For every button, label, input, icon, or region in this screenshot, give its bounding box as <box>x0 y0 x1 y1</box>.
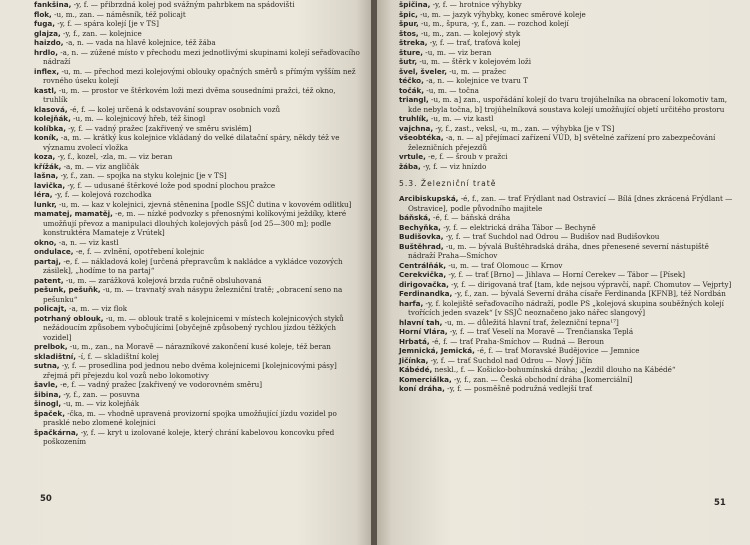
entry-definition: -a, m. — viz angličák <box>61 161 139 171</box>
entry-definition: -u, m. — přechod mezi kolejovými oblouky opačných směrů s přímým vyšším než rovného úseku kolejí <box>43 66 356 85</box>
dictionary-entry <box>34 171 362 181</box>
entry-term: fuga, <box>34 19 55 28</box>
entry-term: Bechyňka, <box>399 222 441 232</box>
entry-definition: -y, f. — elektrická dráha Tábor — Bechyně <box>440 222 596 232</box>
entry-definition: -y, f. — trať [Brno] — Jihlava — Horní Cerekev — Tábor — [Písek] <box>446 270 686 279</box>
entry-term: Arcibiskupská, <box>399 194 459 203</box>
entry-definition: -e, f. — nákladová kolej [určená přepravcům k nakládce a vykládce vozových zásilek], „hodíme to na partaj“ <box>43 256 343 275</box>
right-page <box>377 0 750 545</box>
dictionary-entry <box>34 152 362 162</box>
dictionary-entry <box>34 190 362 200</box>
entry-definition: -y, f. — udusané štěrkové lože pod spodní plochou pražce <box>65 180 276 190</box>
entry-definition: -u, m. — kaz v kolejnici, zjevná stěnenina [podle SSJČ dutina v kovovém odlitku] <box>56 199 352 209</box>
entry-term: truhlík, <box>399 114 429 123</box>
dictionary-entry <box>34 200 362 210</box>
dictionary-entry <box>399 19 737 29</box>
dictionary-entry <box>399 327 737 337</box>
entry-term: točák, <box>399 85 424 95</box>
entry-definition: -u, m. — štěrk v kolejovém loži <box>417 57 531 66</box>
dictionary-entry <box>34 10 362 20</box>
dictionary-entry <box>34 285 362 304</box>
entry-definition: -y, f. kolejiště seřaďovacího nádraží, podle PS „kolejová skupina souběžných kolejí tvořících jeden svazek“ [v SSJČ neoznačeno jako nářec slangový] <box>408 298 724 317</box>
entry-definition: -y, f., zast., veksl, -u, m., zan. — výhybka [je v TS] <box>433 123 615 133</box>
entry-term: Hrbatá, <box>399 336 430 346</box>
dictionary-entry <box>399 337 737 347</box>
entry-term: Cerekvička, <box>399 270 447 279</box>
entry-term: báňská, <box>399 213 431 222</box>
entry-term: Centrálňák, <box>399 260 447 270</box>
entry-definition: -y, f. — trať Suchdol nad Odrou — Nový Jičín <box>428 355 593 365</box>
left-page <box>0 0 371 545</box>
entry-term: dirigovačka, <box>399 279 449 289</box>
entry-definition: -y, f., zan. — bývalá Severní dráha císaře Ferdinanda [KFNB], též Nordbán <box>452 289 726 298</box>
entry-term: koník, <box>34 133 59 142</box>
entry-definition: -u, m., zan. — náměsník, též policajt <box>51 9 186 19</box>
entry-term: švel, šveler, <box>399 66 447 76</box>
dictionary-entry <box>34 133 362 152</box>
entry-definition: -u, m. — pražec <box>446 66 507 76</box>
entry-definition: -u, m., zan. — kolejový styk <box>418 28 521 38</box>
entry-definition: -y, f. — trať Veselí na Moravě — Trenčianska Teplá <box>447 327 634 336</box>
entry-term: patent, <box>34 275 64 285</box>
entry-term: policajt, <box>34 304 67 313</box>
dictionary-entry <box>399 48 737 58</box>
entry-definition: -u, m. — viz kolejňák <box>61 399 140 408</box>
entry-term: žába, <box>399 161 421 171</box>
dictionary-entry <box>34 314 362 343</box>
entry-term: lašna, <box>34 171 59 180</box>
dictionary-entry <box>34 409 362 428</box>
entry-term: šibina, <box>34 389 62 399</box>
dictionary-entry <box>34 209 362 238</box>
entry-definition: -u, m. a] zan., uspořádání kolejí do tvaru trojúhelníka na obracení lokomotiv tam, kde nebyla točna, b] trojúhelníková soustava kolejí umožňující objetí určitého prostoru <box>408 95 728 114</box>
entry-definition: -u, m. — viz kastl <box>428 114 494 123</box>
entry-definition: -u, m. — oblouk tratě s kolejnicemi v místech kolejnicových styků nežádoucím způsobem vybočujícími [obyčejně způsobený rychlou jízdou těžkých vozidel] <box>43 313 344 342</box>
entry-definition: -čka, m. — vhodně upravená provizorní spojka umožňující jízdu vozidel po prasklé nebo zlomené kolejnici <box>43 408 337 427</box>
entry-term: štos, <box>399 28 419 38</box>
entry-term: špur, <box>399 19 419 28</box>
entry-term: pešunk, pešuňk, <box>34 285 101 294</box>
dictionary-entry <box>34 238 362 248</box>
entry-definition: -u, m. — trať Olomouc — Krnov <box>446 260 563 270</box>
entry-definition: -y, f. — posměšně podružná vedlejší trať <box>444 384 593 393</box>
entry-term: koní dráha, <box>399 384 445 393</box>
entry-term: lunkr, <box>34 199 57 209</box>
dictionary-entry <box>34 342 362 352</box>
dictionary-entry <box>34 399 362 409</box>
dictionary-entry <box>399 0 737 10</box>
entry-term: ondulace, <box>34 247 74 256</box>
entry-term: Budišovka, <box>399 232 444 241</box>
right-page-column <box>399 0 737 394</box>
entry-term: kastl, <box>34 85 57 95</box>
entry-term: klasová, <box>34 104 68 114</box>
dictionary-entry <box>399 232 737 242</box>
entry-term: hrdlo, <box>34 47 58 57</box>
dictionary-entry <box>399 114 737 124</box>
dictionary-entry <box>399 152 737 162</box>
page-number: 51 <box>714 498 726 508</box>
entry-term: špic, <box>399 9 418 19</box>
entry-term: vajchna, <box>399 123 434 133</box>
dictionary-entry <box>34 361 362 380</box>
entry-term: hlavní tah, <box>399 317 443 327</box>
dictionary-entry <box>34 19 362 29</box>
entry-definition: -u, m. — viz beran <box>422 47 492 57</box>
entry-definition: -y, f. — trať Suchdol nad Odrou — Budišov nad Budišovkou <box>443 232 660 241</box>
entry-definition: -a, n. — kolejnice ve tvaru T <box>423 76 528 85</box>
dictionary-entry <box>34 380 362 390</box>
dictionary-entry <box>399 133 737 152</box>
entry-definition: -y, f. — přibrzdná kolej pod svážným pahrbkem na spádovišti <box>71 0 295 9</box>
entry-term: koza, <box>34 152 56 161</box>
dictionary-entry <box>399 365 737 375</box>
entry-term: šavle, <box>34 380 58 389</box>
entry-term: lavička, <box>34 180 66 190</box>
entry-term: kolejňák, <box>34 114 71 123</box>
entry-definition: -u, m. — travnatý svah násypu železniční tratě; „obracení seno na pešunku“ <box>43 285 343 304</box>
entry-definition: -é, f., zan. — trať Frýdlant nad Ostravicí — Bílá [dnes zkrácená Frýdlant — Ostravice], podle původního majitele <box>408 194 733 213</box>
entry-definition: -u, m. — jazyk výhybky, konec směrové koleje <box>417 9 586 19</box>
entry-definition: -e, f. — vadný pražec [zakřivený ve vodorovném směru] <box>57 380 263 389</box>
entry-term: Jičínka, <box>399 355 429 365</box>
entry-definition: -y, f., zan. — Česká obchodní dráha [komerciální] <box>451 374 633 384</box>
dictionary-entry <box>399 223 737 233</box>
dictionary-entry <box>34 162 362 172</box>
entry-term: okno, <box>34 237 57 247</box>
entry-term: špičina, <box>399 0 431 9</box>
dictionary-entry <box>34 304 362 314</box>
dictionary-entry <box>399 162 737 172</box>
entry-term: harfa, <box>399 298 424 308</box>
dictionary-entry <box>34 390 362 400</box>
entry-definition: -e, m. — nízké podvozky s přenosnými kolíkovými ježdíky, které umožňují převoz a manipulaci dlouhých kolejových pásů [od 25—300 m]; podle konstruktéra Mamateje z Vrútek] <box>43 209 347 237</box>
dictionary-entry <box>34 247 362 257</box>
entry-definition: -y, f. — viz hnízdo <box>420 161 487 171</box>
entry-term: mamatej, mamatěj, <box>34 209 113 218</box>
section-heading: 5.3. Železniční tratě <box>399 179 497 188</box>
entry-term: inflex, <box>34 66 60 76</box>
dictionary-entry <box>34 29 362 39</box>
entry-term: Horní Vlára, <box>399 327 448 336</box>
entry-term: flok, <box>34 9 52 19</box>
entry-definition: -u, m., špura, -y, f., zan. — rozchod kolejí <box>418 19 569 28</box>
entry-definition: -u, m. — bývalá Buštěhradská dráha, dnes přenesené severní nástupiště nádraží Praha—Smíchov <box>408 241 709 260</box>
entry-definition: -y, f. — kryt u izolované koleje, který chrání kabelovou koncovku před poškozením <box>43 427 335 446</box>
dictionary-entry <box>34 114 362 124</box>
entry-definition: -u, m. — točna <box>424 85 479 95</box>
entry-definition: -é, f. — trať Moravské Budějovice — Jemnice <box>474 346 640 355</box>
entry-term: glajza, <box>34 28 61 38</box>
entry-definition: -y, f. — prosedlina pod jednou nebo dvěma kolejnicemi [kolejnicovými pásy] zřejmá při přejezdu kol vozů nebo lokomotivy <box>43 361 337 380</box>
entry-term: partaj, <box>34 256 62 266</box>
entry-definition: -y, f. — spára kolejí [je v TS] <box>54 19 159 28</box>
dictionary-entry <box>34 38 362 48</box>
entry-term: vrtule, <box>399 152 426 161</box>
entry-definition: -a, m. — krátký kus kolejnice vkládaný do velké dilatační spáry, někdy též ve významu zvolecí vložka <box>43 133 340 152</box>
entry-term: triangl, <box>399 95 429 104</box>
dictionary-entry <box>399 86 737 96</box>
dictionary-entry <box>399 67 737 77</box>
entry-term: křížák, <box>34 161 62 171</box>
dictionary-entry <box>399 57 737 67</box>
entry-definition: -u, m., zan., na Moravě — nárazníkové zakončení kusé koleje, též beran <box>67 342 331 351</box>
entry-term: špačkárna, <box>34 427 79 437</box>
entry-term: všeobtéka, <box>399 133 444 142</box>
entry-term: Komerciálka, <box>399 374 452 384</box>
entry-definition: neskl., f. — Košicko-bohumínská dráha; „Jezdil dlouho na Kábédé“ <box>432 365 676 374</box>
dictionary-entry <box>399 124 737 134</box>
dictionary-entry <box>399 289 737 299</box>
entry-definition: -u, m. — prostor ve štěrkovém loži mezi dvěma sousedními pražci, též okno, truhlík <box>43 85 336 104</box>
entry-term: potrhaný oblouk, <box>34 313 104 323</box>
entry-definition: -y, f. — hrotnice výhybky <box>430 0 522 9</box>
entry-definition: -e, f. — šroub v pražci <box>425 152 508 161</box>
entry-term: sutna, <box>34 361 60 370</box>
dictionary-entry <box>34 86 362 105</box>
entry-definition: -y, f. — trať, traťová kolej <box>427 38 521 47</box>
dictionary-entry <box>34 0 362 10</box>
dictionary-entry <box>34 67 362 86</box>
entry-definition: -u, m. — kolejnicový hřeb, též šinogl <box>70 114 206 123</box>
dictionary-entry <box>399 95 737 114</box>
entry-term: kolíbka, <box>34 123 66 133</box>
dictionary-entry <box>399 356 737 366</box>
dictionary-entry <box>399 261 737 271</box>
dictionary-entry <box>34 124 362 134</box>
dictionary-entry <box>399 280 737 290</box>
dictionary-entry <box>399 194 737 213</box>
entry-definition: -é, f. — báňská dráha <box>430 213 511 222</box>
entry-definition: -u, m. — zarážková kolejová brzda ručně obsluhovaná <box>63 275 262 285</box>
entry-definition: -é, f. — trať Praha-Smíchov — Rudná — Beroun <box>429 336 604 346</box>
entry-definition: -a, m. — viz flok <box>66 304 128 313</box>
entry-definition: -y, f., zan. — kolejnice <box>60 28 142 38</box>
entry-term: léra, <box>34 190 53 199</box>
entry-definition: -y, f., zan. — posuvna <box>61 389 140 399</box>
entry-definition: -y, f. — vadný pražec [zakřivený ve směru svislém] <box>65 123 252 133</box>
entry-term: Buštěhrad, <box>399 241 444 251</box>
dictionary-entry <box>34 352 362 362</box>
dictionary-entry <box>399 384 737 394</box>
entry-definition: -y, f., kozel, -zla, m. — viz beran <box>55 152 173 161</box>
dictionary-entry <box>399 10 737 20</box>
entry-term: šinogl, <box>34 399 62 408</box>
dictionary-entry <box>399 299 737 318</box>
dictionary-entry <box>399 270 737 280</box>
entry-definition: -y, f., zan. — spojka na styku kolejnic [je v TS] <box>58 171 227 180</box>
entry-definition: -í, f. — skladištní kolej <box>76 351 159 361</box>
entry-term: štreka, <box>399 38 428 47</box>
dictionary-entry <box>399 213 737 223</box>
entry-definition: -a, n. — viz kastl <box>56 237 119 247</box>
entry-term: špaček, <box>34 408 65 418</box>
entry-definition: -e, f. — zvlnění, opotřebení kolejnic <box>73 247 205 256</box>
entry-term: šture, <box>399 47 423 57</box>
entry-term: Jemnická, Jemická, <box>399 346 475 355</box>
dictionary-entry <box>399 29 737 39</box>
left-page-column <box>34 0 362 447</box>
dictionary-entry <box>34 428 362 447</box>
page-number: 50 <box>40 494 52 504</box>
dictionary-entry <box>399 346 737 356</box>
entry-term: téčko, <box>399 76 424 85</box>
entry-definition: -u, m. — důležitá hlavní trať, železniční tepna¹⁷] <box>442 317 619 327</box>
dictionary-entry <box>399 76 737 86</box>
dictionary-entry <box>399 375 737 385</box>
dictionary-entry <box>34 276 362 286</box>
entry-definition: -y, f. — dirigovaná trať [tam, kde nejsou výpravčí, např. Chomutov — Vejprty] <box>448 279 732 289</box>
entry-definition: -y, f. — kolejová rozchodka <box>52 190 152 199</box>
dictionary-entry <box>34 257 362 276</box>
dictionary-entry <box>34 181 362 191</box>
entry-term: šutr, <box>399 57 418 66</box>
entry-term: Ferdinandka, <box>399 289 453 298</box>
dictionary-entry <box>399 318 737 328</box>
entry-definition: -é, f. — kolej určená k odstavování souprav osobních vozů <box>67 104 281 114</box>
entry-definition: -a, n. — vada na hlavě kolejnice, též žába <box>63 38 216 47</box>
dictionary-entry <box>399 38 737 48</box>
dictionary-entry <box>399 242 737 261</box>
entry-term: prelbok, <box>34 342 68 351</box>
entry-term: skladištní, <box>34 351 77 361</box>
dictionary-entry <box>34 48 362 67</box>
entry-definition: -a, n. — a] přejímací zařízení VÚD, b] světelné zařízení pro zabezpečování železničních přejezdů <box>408 133 716 152</box>
entry-definition: -a, n. — zúžené místo v přechodu mezi jednotlivými skupinami kolejí seřaďovacího nádraží <box>43 47 360 66</box>
dictionary-entry <box>34 105 362 115</box>
entry-term: haizdo, <box>34 38 64 47</box>
entry-term: Kábédé, <box>399 365 433 374</box>
entry-term: fankšina, <box>34 0 72 9</box>
